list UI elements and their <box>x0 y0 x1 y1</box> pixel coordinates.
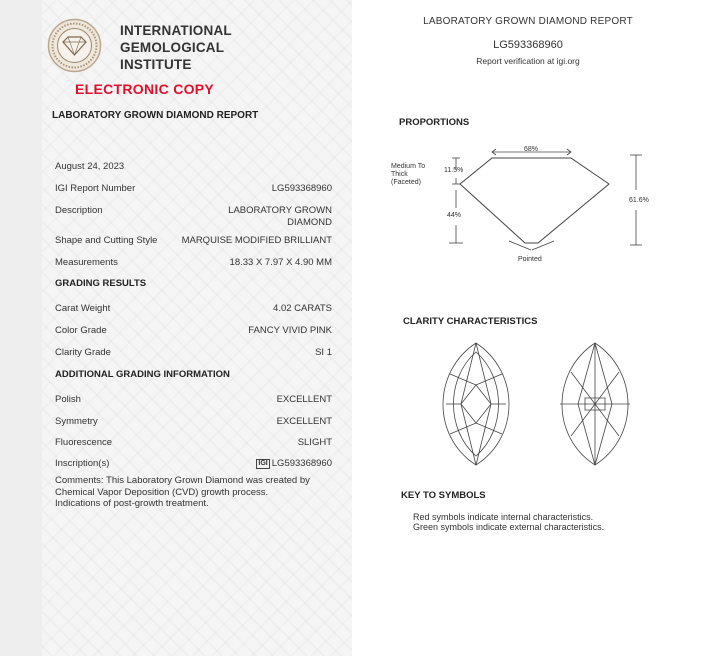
report-number: LG593368960 <box>493 39 563 51</box>
igi-inscription-logo: IGI <box>258 460 268 467</box>
grading-results-heading: GRADING RESULTS <box>55 278 147 289</box>
additional-value: EXCELLENT <box>276 394 332 405</box>
crown-view-plot <box>443 343 509 465</box>
pavilion-view-plot <box>560 343 630 465</box>
report-verification: Report verification at igi.org <box>476 56 580 66</box>
detail-label: Measurements <box>55 257 118 268</box>
proportions-diagram <box>388 138 658 268</box>
pavilion-percentage: 44% <box>447 212 462 219</box>
additional-value: SLIGHT <box>297 437 332 448</box>
proportions-heading: PROPORTIONS <box>399 117 470 128</box>
brand-line-3: INSTITUTE <box>120 57 192 72</box>
total-depth-percentage: 61.6% <box>629 197 649 204</box>
clarity-characteristics-heading: CLARITY CHARACTERISTICS <box>403 316 538 327</box>
key-to-symbols-heading: KEY TO SYMBOLS <box>401 490 486 501</box>
report-date: August 24, 2023 <box>55 161 125 172</box>
grading-label: Clarity Grade <box>55 347 111 358</box>
comment-line: Indications of post-growth treatment. <box>55 498 209 509</box>
crown-percentage: 11.5% <box>444 167 464 174</box>
electronic-copy-label: ELECTRONIC COPY <box>75 81 215 97</box>
additional-value: EXCELLENT <box>276 416 332 427</box>
report-title-left: LABORATORY GROWN DIAMOND REPORT <box>52 110 259 121</box>
detail-label: IGI Report Number <box>55 183 136 194</box>
detail-label: Shape and Cutting Style <box>55 235 158 246</box>
additional-label: Symmetry <box>55 416 98 427</box>
additional-grading-heading: ADDITIONAL GRADING INFORMATION <box>55 369 230 380</box>
clarity-plot-diagrams <box>430 338 670 473</box>
detail-value: LG593368960 <box>271 183 332 194</box>
brand-line-2: GEMOLOGICAL <box>120 40 225 55</box>
grading-label: Carat Weight <box>55 303 111 314</box>
detail-value: 18.33 X 7.97 X 4.90 MM <box>229 257 332 268</box>
report-title: LABORATORY GROWN DIAMOND REPORT <box>423 16 633 27</box>
grading-value: FANCY VIVID PINK <box>248 325 332 336</box>
detail-value: LABORATORY GROWN DIAMOND <box>228 205 332 228</box>
additional-label: Fluorescence <box>55 437 113 448</box>
key-line-internal: Red symbols indicate internal characteristics. <box>413 512 594 522</box>
igi-seal-logo <box>47 18 102 73</box>
brand-line-1: INTERNATIONAL <box>120 23 232 38</box>
girdle-label: Medium To Thick (Faceted) <box>391 163 426 186</box>
inscription-value <box>256 458 332 469</box>
grading-label: Color Grade <box>55 325 107 336</box>
comments-block <box>55 475 340 510</box>
institute-name <box>120 22 232 73</box>
inscription-label: Inscription(s) <box>55 458 110 469</box>
inscription-text: LG593368960 <box>271 458 332 469</box>
page-left-margin <box>0 0 42 656</box>
additional-label: Polish <box>55 394 81 405</box>
grading-value: SI 1 <box>315 347 332 358</box>
comment-line: Comments: This Laboratory Grown Diamond was created by Chemical Vapor Deposition (CVD) growth process. <box>55 475 310 498</box>
detail-label: Description <box>55 205 103 216</box>
grading-value: 4.02 CARATS <box>273 303 332 314</box>
culet-label: Pointed <box>518 256 542 263</box>
key-line-external: Green symbols indicate external characteristics. <box>413 522 605 532</box>
table-percentage: 68% <box>524 146 539 153</box>
detail-value: MARQUISE MODIFIED BRILLIANT <box>181 235 332 246</box>
